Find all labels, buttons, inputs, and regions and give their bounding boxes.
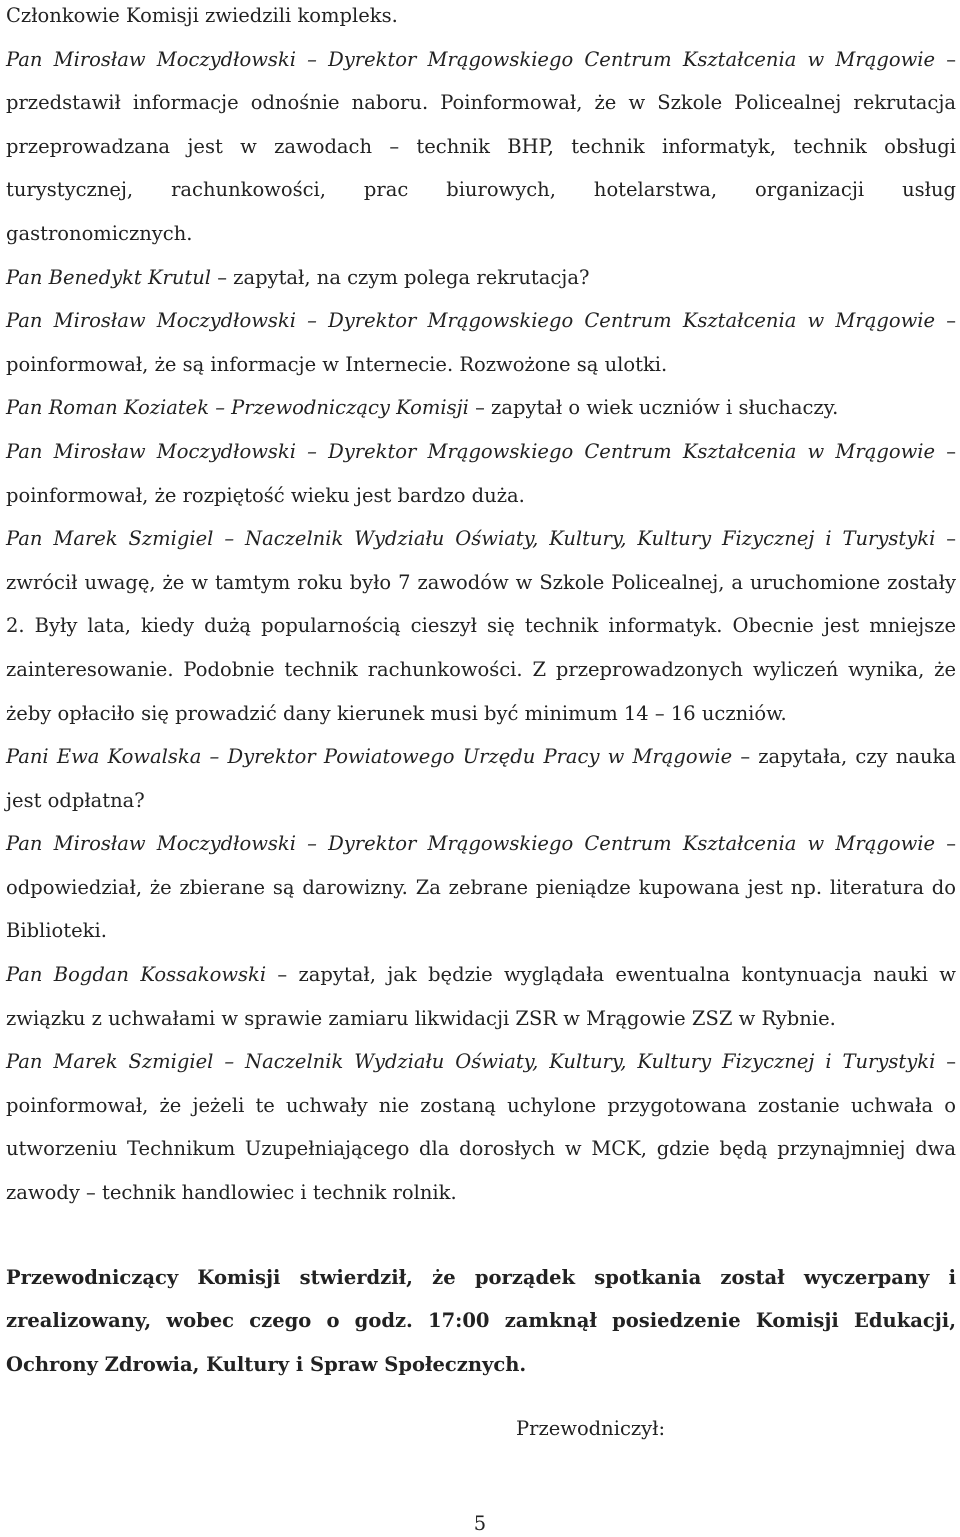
paragraph-text: – odpowiedział, że zbierane są darowizny. Za zebrane pieniądze kupowana jest np. literatura do Biblioteki.: [6, 832, 956, 943]
paragraph-text: – poinformował, że są informacje w Internecie. Rozwożone są ulotki.: [6, 309, 956, 376]
paragraph-text: – zwrócił uwagę, że w tamtym roku było 7 zawodów w Szkole Policealnej, a uruchomione zostały 2. Były lata, kiedy dużą popularnością cieszył się technik informatyk. Obecnie jest mniejsze zainteresowanie. Podobnie technik rachunkowości. Z przeprowadzonych wyliczeń wynika, że żeby opłaciło się prowadzić dany kierunek musi być minimum 14 – 16 uczniów.: [6, 527, 956, 725]
page-number: 5: [473, 1512, 487, 1535]
speaker-name: Pan Benedykt Krutul: [6, 265, 212, 289]
paragraph-text: Członkowie Komisji zwiedzili kompleks.: [6, 4, 398, 27]
speaker-name: Pan Bogdan Kossakowski: [6, 963, 267, 987]
closing-statement: Przewodniczący Komisji stwierdził, że porządek spotkania został wyczerpany i zrealizowany, wobec czego o godz. 17:00 zamknął posiedzenie Komisji Edukacji, Ochrony Zdrowia, Kultury i Spraw Społecznych.: [6, 1265, 956, 1376]
signature-label: Przewodniczył:: [516, 1417, 666, 1440]
paragraph-szmigiel-answer: [6, 1040, 956, 1214]
paragraph-text: – zapytał, jak będzie wyglądała ewentualna kontynuacja nauki w związku z uchwałami w sprawie zamiaru likwidacji ZSR w Mrągowie ZSZ w Rybnie.: [6, 963, 957, 1030]
paragraph-krutul-question: [6, 256, 956, 300]
speaker-name: Pan Mirosław Moczydłowski – Dyrektor Mrągowskiego Centrum Kształcenia w Mrągowie: [6, 47, 936, 71]
paragraph-visit: [6, 0, 956, 38]
minutes-body: [6, 0, 956, 1386]
speaker-name: Pan Mirosław Moczydłowski – Dyrektor Mrągowskiego Centrum Kształcenia w Mrągowie: [6, 439, 936, 463]
paragraph-text: – poinformował, że jeżeli te uchwały nie zostaną uchylone przygotowana zostanie uchwała o utworzeniu Technikum Uzupełniającego dla dorosłych w MCK, gdzie będą przynajmniej dwa zawody – technik handlowiec i technik rolnik.: [6, 1050, 956, 1205]
paragraph-recruitment-info: [6, 38, 956, 256]
paragraph-szmigiel-remark: [6, 517, 956, 735]
speaker-name: Pani Ewa Kowalska – Dyrektor Powiatowego Urzędu Pracy w Mrągowie: [6, 745, 733, 769]
speaker-name: Pan Roman Koziatek – Przewodniczący Komisji: [6, 396, 469, 420]
paragraph-kossakowski-question: [6, 953, 956, 1040]
paragraph-text: – przedstawił informacje odnośnie naboru. Poinformował, że w Szkole Policealnej rekrutacja przeprowadzana jest w zawodach – technik BHP, technik informatyk, technik obsługi turystycznej, rachunkowości, prac biurowych, hotelarstwa, organizacji usług gastronomicznych.: [6, 47, 956, 245]
speaker-name: Pan Mirosław Moczydłowski – Dyrektor Mrągowskiego Centrum Kształcenia w Mrągowie: [6, 832, 936, 856]
paragraph-text: – zapytała, czy nauka jest odpłatna?: [6, 745, 956, 812]
paragraph-age-answer: [6, 430, 956, 517]
paragraph-kowalska-question: [6, 735, 956, 822]
speaker-name: Pan Marek Szmigiel – Naczelnik Wydziału Oświaty, Kultury, Kultury Fizycznej i Turystyki: [6, 1050, 936, 1074]
speaker-name: Pan Mirosław Moczydłowski – Dyrektor Mrągowskiego Centrum Kształcenia w Mrągowie: [6, 309, 936, 333]
paragraph-koziatek-question: [6, 386, 956, 430]
speaker-name: Pan Marek Szmigiel – Naczelnik Wydziału Oświaty, Kultury, Kultury Fizycznej i Turystyki: [6, 527, 936, 551]
paragraph-internet-answer: [6, 299, 956, 386]
paragraph-text: – zapytał o wiek uczniów i słuchaczy.: [468, 396, 839, 420]
paragraph-text: – poinformował, że rozpiętość wieku jest bardzo duża.: [6, 439, 956, 507]
paragraph-gap: [6, 1215, 956, 1256]
paragraph-donations-answer: [6, 822, 956, 953]
paragraph-text: – zapytał, na czym polega rekrutacja?: [211, 265, 590, 289]
